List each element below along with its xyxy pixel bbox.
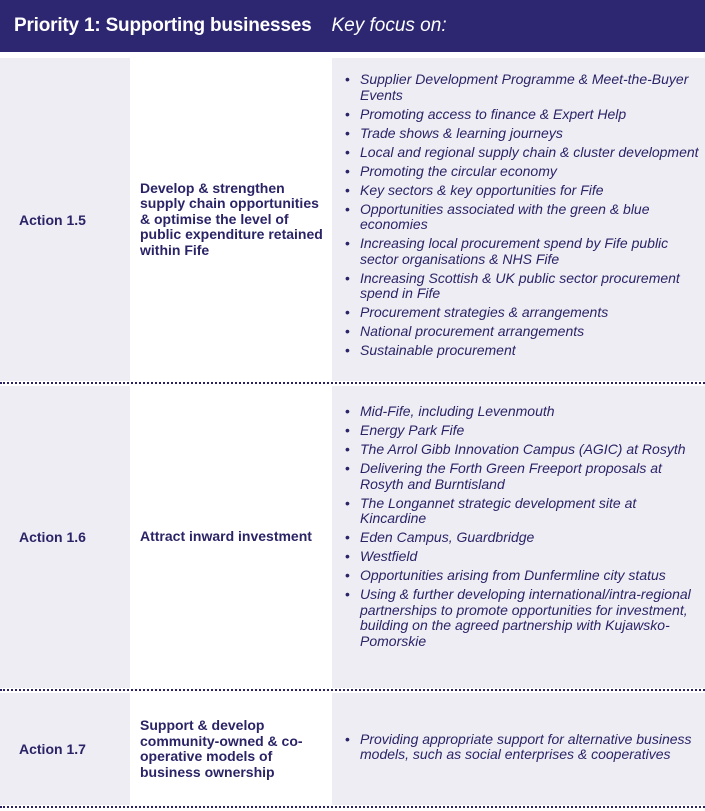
row-divider (0, 382, 705, 384)
focus-item: • Using & further developing international/intra-regional partnerships to promote opportunities for investment, building on the agreed partnership with Kujawsko-Pomorskie (340, 587, 705, 649)
focus-cell (332, 58, 705, 381)
focus-item: • Opportunities associated with the green & blue economies (340, 202, 705, 233)
focus-item: • Increasing local procurement spend by Fife public sector organisations & NHS Fife (340, 236, 705, 267)
focus-item: • Increasing Scottish & UK public sector procurement spend in Fife (340, 271, 705, 302)
focus-item: • Promoting access to finance & Expert Help (340, 107, 705, 123)
focus-list (340, 72, 705, 362)
action-label: Action 1.5 (0, 58, 130, 381)
priority-header (0, 0, 705, 52)
focus-item: • Mid-Fife, including Levenmouth (340, 404, 705, 420)
action-description: Develop & strengthen supply chain opportunities & optimise the level of public expenditure retained within Fife (130, 58, 332, 381)
focus-item: • The Longannet strategic development site at Kincardine (340, 496, 705, 527)
focus-item: • Sustainable procurement (340, 343, 705, 359)
action-description: Support & develop community-owned & co-operative models of business ownership (130, 693, 332, 805)
focus-item: • Key sectors & key opportunities for Fife (340, 183, 705, 199)
row-divider (0, 806, 705, 808)
focus-item: • Local and regional supply chain & cluster development (340, 145, 705, 161)
action-row (0, 693, 705, 805)
focus-item: • Supplier Development Programme & Meet-the-Buyer Events (340, 72, 705, 103)
focus-item: • Providing appropriate support for alternative business models, such as social enterprises & cooperatives (340, 732, 705, 763)
focus-item: • Procurement strategies & arrangements (340, 305, 705, 321)
focus-item: • Westfield (340, 549, 705, 565)
focus-item: • National procurement arrangements (340, 324, 705, 340)
focus-cell (332, 693, 705, 805)
focus-item: • Trade shows & learning journeys (340, 126, 705, 142)
focus-item: • Promoting the circular economy (340, 164, 705, 180)
focus-list (340, 404, 705, 653)
action-row (0, 386, 705, 688)
focus-item: • Delivering the Forth Green Freeport proposals at Rosyth and Burntisland (340, 461, 705, 492)
action-row (0, 58, 705, 381)
focus-list (340, 732, 705, 767)
priority-title: Priority 1: Supporting businesses (14, 15, 312, 36)
action-description: Attract inward investment (130, 386, 332, 688)
action-label: Action 1.6 (0, 386, 130, 688)
focus-item: • The Arrol Gibb Innovation Campus (AGIC) at Rosyth (340, 442, 705, 458)
focus-cell (332, 386, 705, 688)
focus-item: • Energy Park Fife (340, 423, 705, 439)
action-label: Action 1.7 (0, 693, 130, 805)
row-divider (0, 689, 705, 691)
focus-item: • Eden Campus, Guardbridge (340, 530, 705, 546)
key-focus-label: Key focus on: (331, 15, 447, 36)
focus-item: • Opportunities arising from Dunfermline city status (340, 568, 705, 584)
